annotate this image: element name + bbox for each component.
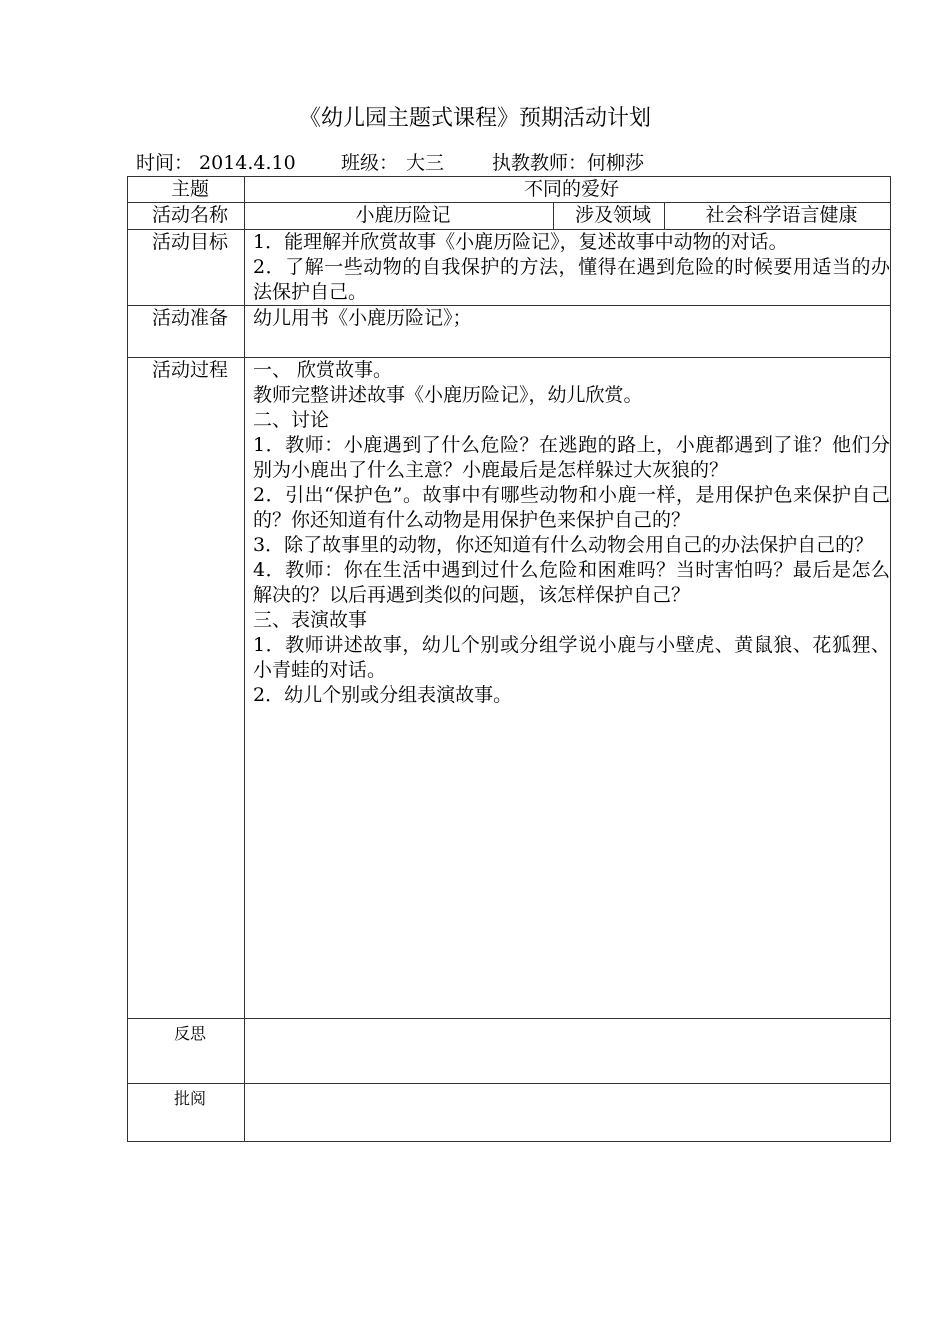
teacher-value: 何柳莎	[587, 152, 645, 174]
domain-value: 社会科学语言健康	[665, 203, 891, 230]
process-label: 活动过程	[128, 358, 245, 1019]
process-line: 3．除了故事里的动物，你还知道有什么动物会用自己的办法保护自己的？	[253, 534, 874, 556]
class-label: 班级：	[341, 152, 399, 174]
process-line: 2．引出“保护色”。故事中有哪些动物和小鹿一样，是用保护色来保护自己的？你还知道有什么动物是用保护色来保护自己的？	[253, 484, 890, 531]
goal-label: 活动目标	[128, 230, 245, 306]
process-line: 三、表演故事	[253, 609, 368, 631]
reflection-value	[245, 1019, 891, 1084]
process-line: 4．教师：你在生活中遇到过什么危险和困难吗？当时害怕吗？最后是怎么解决的？以后再遇到类似的问题，该怎样保护自己？	[253, 559, 890, 606]
process-line: 一、 欣赏故事。	[253, 359, 393, 381]
process-line: 1．教师讲述故事，幼儿个别或分组学说小鹿与小壁虎、黄鼠狼、花狐狸、小青蛙的对话。	[253, 634, 890, 681]
time-value: 2014.4.10	[199, 152, 296, 174]
theme-row	[128, 177, 891, 203]
prep-row	[128, 306, 891, 358]
page-title: 《幼儿园主题式课程》预期活动计划	[298, 106, 651, 131]
goal-row	[128, 230, 891, 306]
review-label: 批阅	[128, 1084, 245, 1142]
process-line: 2．幼儿个别或分组表演故事。	[253, 684, 513, 706]
goal-item: 1．能理解并欣赏故事《小鹿历险记》，复述故事中动物的对话。	[253, 231, 788, 253]
goal-content	[245, 230, 891, 306]
reflection-label: 反思	[128, 1019, 245, 1084]
prep-value: 幼儿用书《小鹿历险记》；	[245, 306, 891, 358]
reflection-row	[128, 1019, 891, 1084]
review-value	[245, 1084, 891, 1142]
process-content	[245, 358, 891, 1019]
domain-label: 涉及领域	[554, 203, 665, 230]
activity-plan-table	[127, 176, 891, 1142]
activity-name-value: 小鹿历险记	[245, 203, 554, 230]
activity-name-label: 活动名称	[128, 203, 245, 230]
process-line: 教师完整讲述故事《小鹿历险记》，幼儿欣赏。	[253, 384, 643, 406]
process-line: 1．教师：小鹿遇到了什么危险？在逃跑的路上，小鹿都遇到了谁？他们分别为小鹿出了什么主意？小鹿最后是怎样躲过大灰狼的？	[253, 434, 890, 481]
review-row	[128, 1084, 891, 1142]
time-label: 时间：	[136, 152, 194, 174]
theme-value: 不同的爱好	[245, 177, 891, 203]
process-row	[128, 358, 891, 1019]
process-line: 二、讨论	[253, 409, 330, 431]
teacher-label: 执教教师：	[492, 152, 588, 174]
activity-name-row	[128, 203, 891, 230]
class-value: 大三	[406, 152, 445, 174]
meta-line	[136, 150, 644, 176]
theme-label: 主题	[128, 177, 245, 203]
prep-label: 活动准备	[128, 306, 245, 358]
goal-item: 2．了解一些动物的自我保护的方法，懂得在遇到危险的时候要用适当的办法保护自己。	[253, 256, 890, 303]
